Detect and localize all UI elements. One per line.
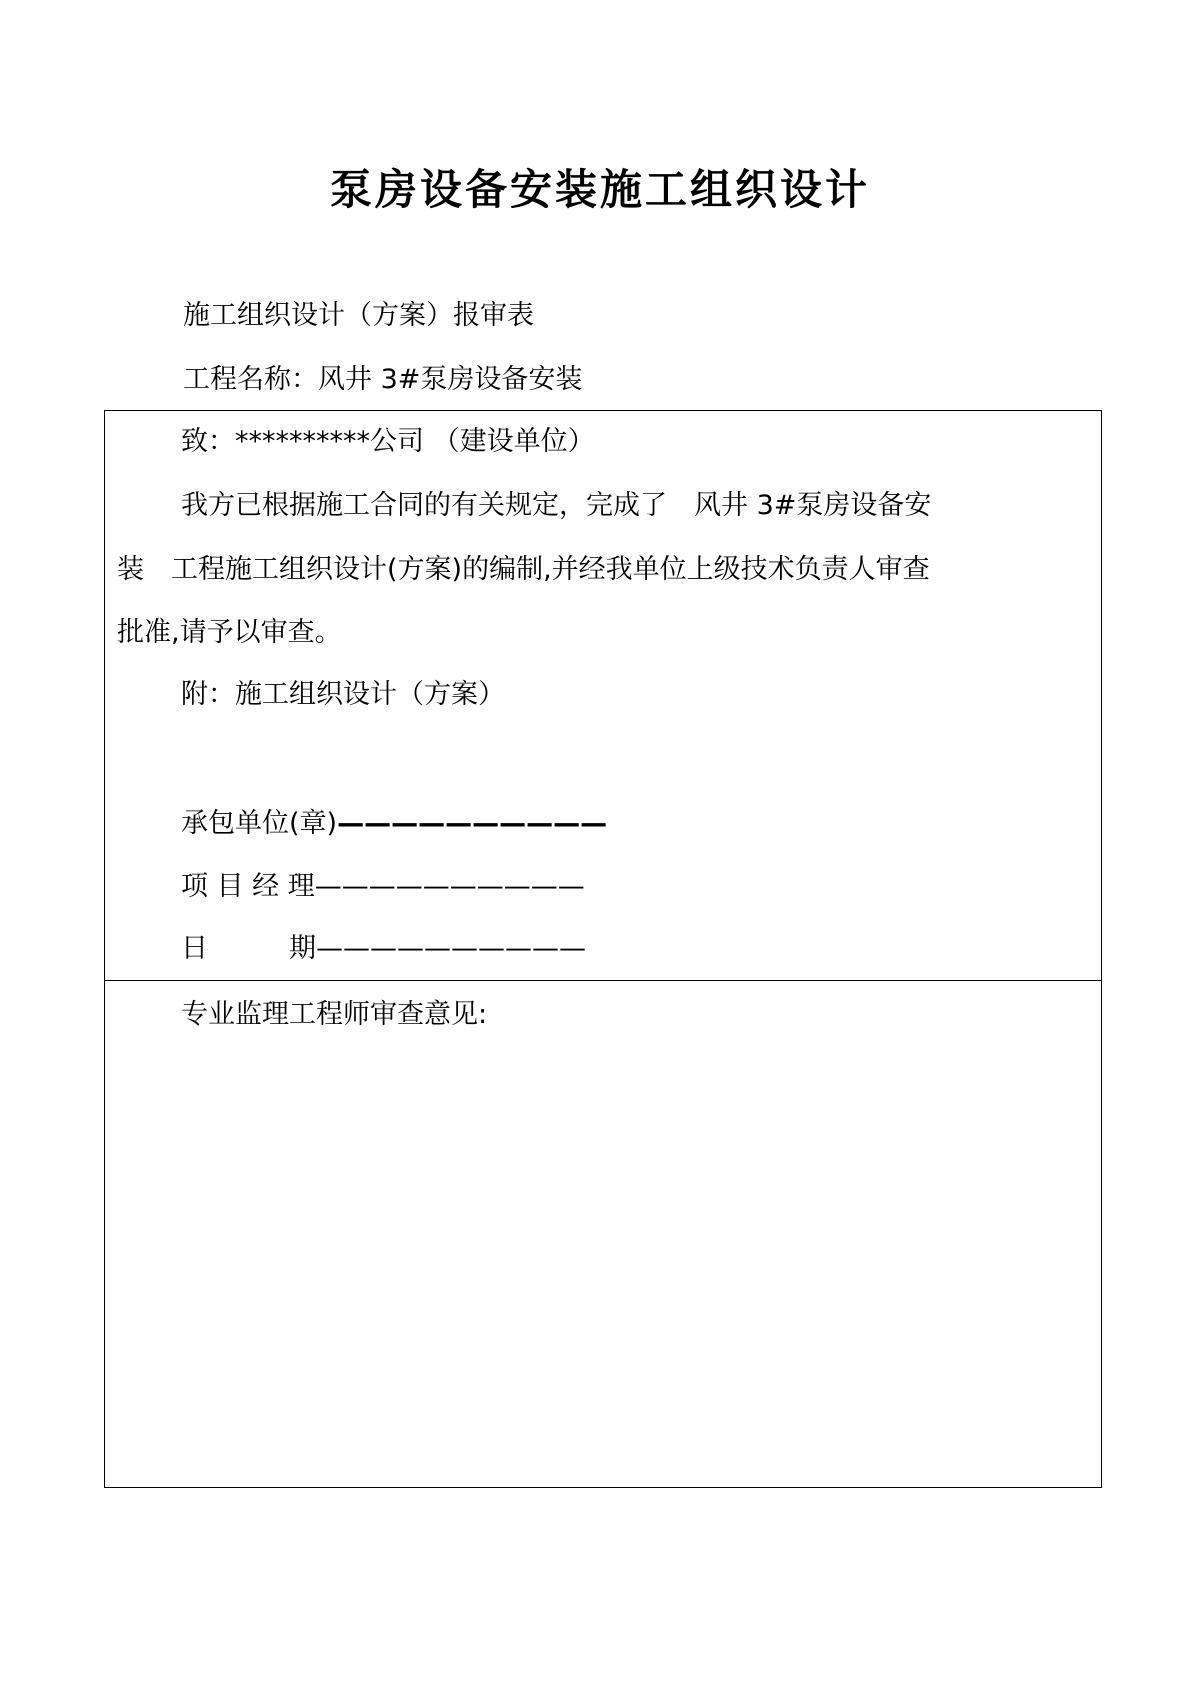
form-subtitle: 施工组织设计（方案）报审表 — [183, 300, 534, 331]
page-title: 泵房设备安装施工组织设计 — [329, 165, 870, 214]
review-opinion-label: 专业监理工程师审查意见: — [181, 999, 488, 1030]
date-blank: —————————— — [316, 933, 586, 964]
body-line-3: 批准,请予以审查。 — [117, 617, 342, 648]
date-label: 日 期 — [181, 933, 316, 964]
manager-blank: —————————— — [314, 871, 585, 902]
contractor-blank: —————————— — [337, 808, 608, 839]
addressee-line: 致：**********公司 （建设单位） — [181, 426, 595, 457]
contractor-signature-line — [181, 804, 607, 844]
body-line-2: 装 工程施工组织设计(方案)的编制,并经我单位上级技术负责人审查 — [117, 554, 930, 585]
date-line — [181, 929, 586, 969]
attachment-line: 附：施工组织设计（方案） — [181, 679, 505, 710]
manager-signature-line — [181, 867, 585, 907]
review-section — [104, 980, 1102, 1488]
contractor-label: 承包单位(章) — [181, 808, 338, 839]
manager-label: 项 目 经 理 — [181, 871, 315, 902]
project-name-line: 工程名称：风井 3#泵房设备安装 — [183, 364, 583, 395]
body-line-1: 我方已根据施工合同的有关规定，完成了 风井 3#泵房设备安 — [181, 490, 932, 521]
